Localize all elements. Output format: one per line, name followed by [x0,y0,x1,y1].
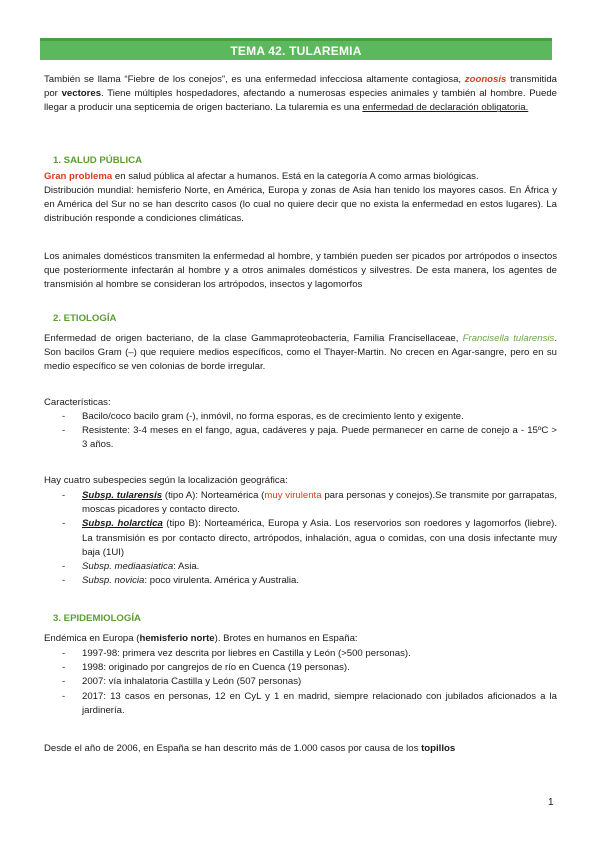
list-item: - 2017: 13 casos en personas, 12 en CyL y 1 en madrid, siempre relacionado con jubilados aficionados a la jardinería. [62,690,557,716]
list-item: - 1997-98: primera vez descrita por liebres en Castilla y León (>500 personas). [62,648,411,659]
caracteristicas-title: Características: [44,397,111,408]
epidemiologia-paragraph: Endémica en Europa (hemisferio norte). Brotes en humanos en España: [44,633,358,644]
list-item: - 2007: vía inhalatoria Castilla y León (507 personas) [62,676,302,688]
section-heading-epidemiologia: 3. EPIDEMIOLOGÍA [53,613,141,624]
list-item: - Subsp. novicia: poco virulenta. América y Australia. [62,575,300,587]
topillos-paragraph: Desde el año de 2006, en España se han descrito más de 1.000 casos por causa de los topillos [44,743,456,754]
edo-term: enfermedad de declaración obligatoria. [362,102,529,114]
subspecies-list [62,489,557,588]
caracteristicas-list [62,410,557,453]
salud-paragraph-1: Gran problema en salud pública al afectar a humanos. Está en la categoría A como armas biológicas. [44,171,479,182]
title-banner [40,38,552,60]
list-item: - Subsp. mediaasiatica: Asia. [62,561,200,573]
list-item: - Bacilo/coco bacilo gram (-), inmóvil, no forma esporas, es de crecimiento lento y exigente. [62,411,464,422]
list-item: - Subsp. holarctica (tipo B): Norteamérica, Europa y Asia. Los reservorios son roedores y lagomorfos (liebre). La transmisión es por contacto directo, artrópodos, inhalación, agua o comidas, con una dosis infectante muy baja (1UI) [62,518,558,558]
section-heading-etiologia: 2. ETIOLOGÍA [53,313,117,324]
list-item: - Resistente: 3-4 meses en el fango, agua, cadáveres y paja. Puede permanecer en carne de conejo a - 15ºC > 3 años. [62,425,557,451]
species-name: Francisella tularensis [462,333,555,344]
section-heading-salud-publica: 1. SALUD PÚBLICA [53,155,143,166]
list-item: - 1998: originado por cangrejos de río en Cuenca (19 personas). [62,662,350,674]
page-number: 1 [548,797,554,808]
etiologia-paragraph: Enfermedad de origen bacteriano, de la clase Gammaproteobacteria, Familia Francisellaceae, Francisella tularensis. Son bacilos Gram (–) que requiere medios específicos, como el Thayer-Martin. No crecen en Agar-sangre, pero en su medio específico se ven colonias de borde irregular. [44,333,557,373]
page-title: TEMA 42. TULAREMIA [230,43,362,58]
salud-paragraph-2: Distribución mundial: hemisferio Norte, en América, Europa y zonas de Asia han tenido los mayores casos. En África y en América del Sur no se han descrito casos (lo cual no quiere decir que no exista la enfermedad en estos lugares). La distribución responde a condiciones climáticas. [44,185,557,225]
zoonosis-term: zoonosis [464,74,507,85]
outbreaks-list [62,647,557,718]
intro-paragraph: También se llama “Fiebre de los conejos”, es una enfermedad infecciosa altamente contagiosa, zoonosis transmitida por vectores. Tiene múltiples hospedadores, afectando a numerosas especies animales y también al hombre. Puede llegar a producir una septicemia de origen bacteriano. La tularemia es una enfermedad de declaración obligatoria. [44,74,557,114]
salud-paragraph-3: Los animales domésticos transmiten la enfermedad al hombre, y también pueden ser picados por artrópodos o insectos que posteriormente infectarán al hombre y a otros animales domésticos y silvestres. De esta manera, los agentes de transmisión al hombre se consideran los artrópodos, insectos y lagomorfos [44,251,557,291]
list-item: - Subsp. tularensis (tipo A): Norteamérica (muy virulenta para personas y conejos).Se transmite por garrapatas, moscas picadores y contacto directo. [62,490,557,516]
subspecies-title: Hay cuatro subespecies según la localización geográfica: [44,475,288,486]
